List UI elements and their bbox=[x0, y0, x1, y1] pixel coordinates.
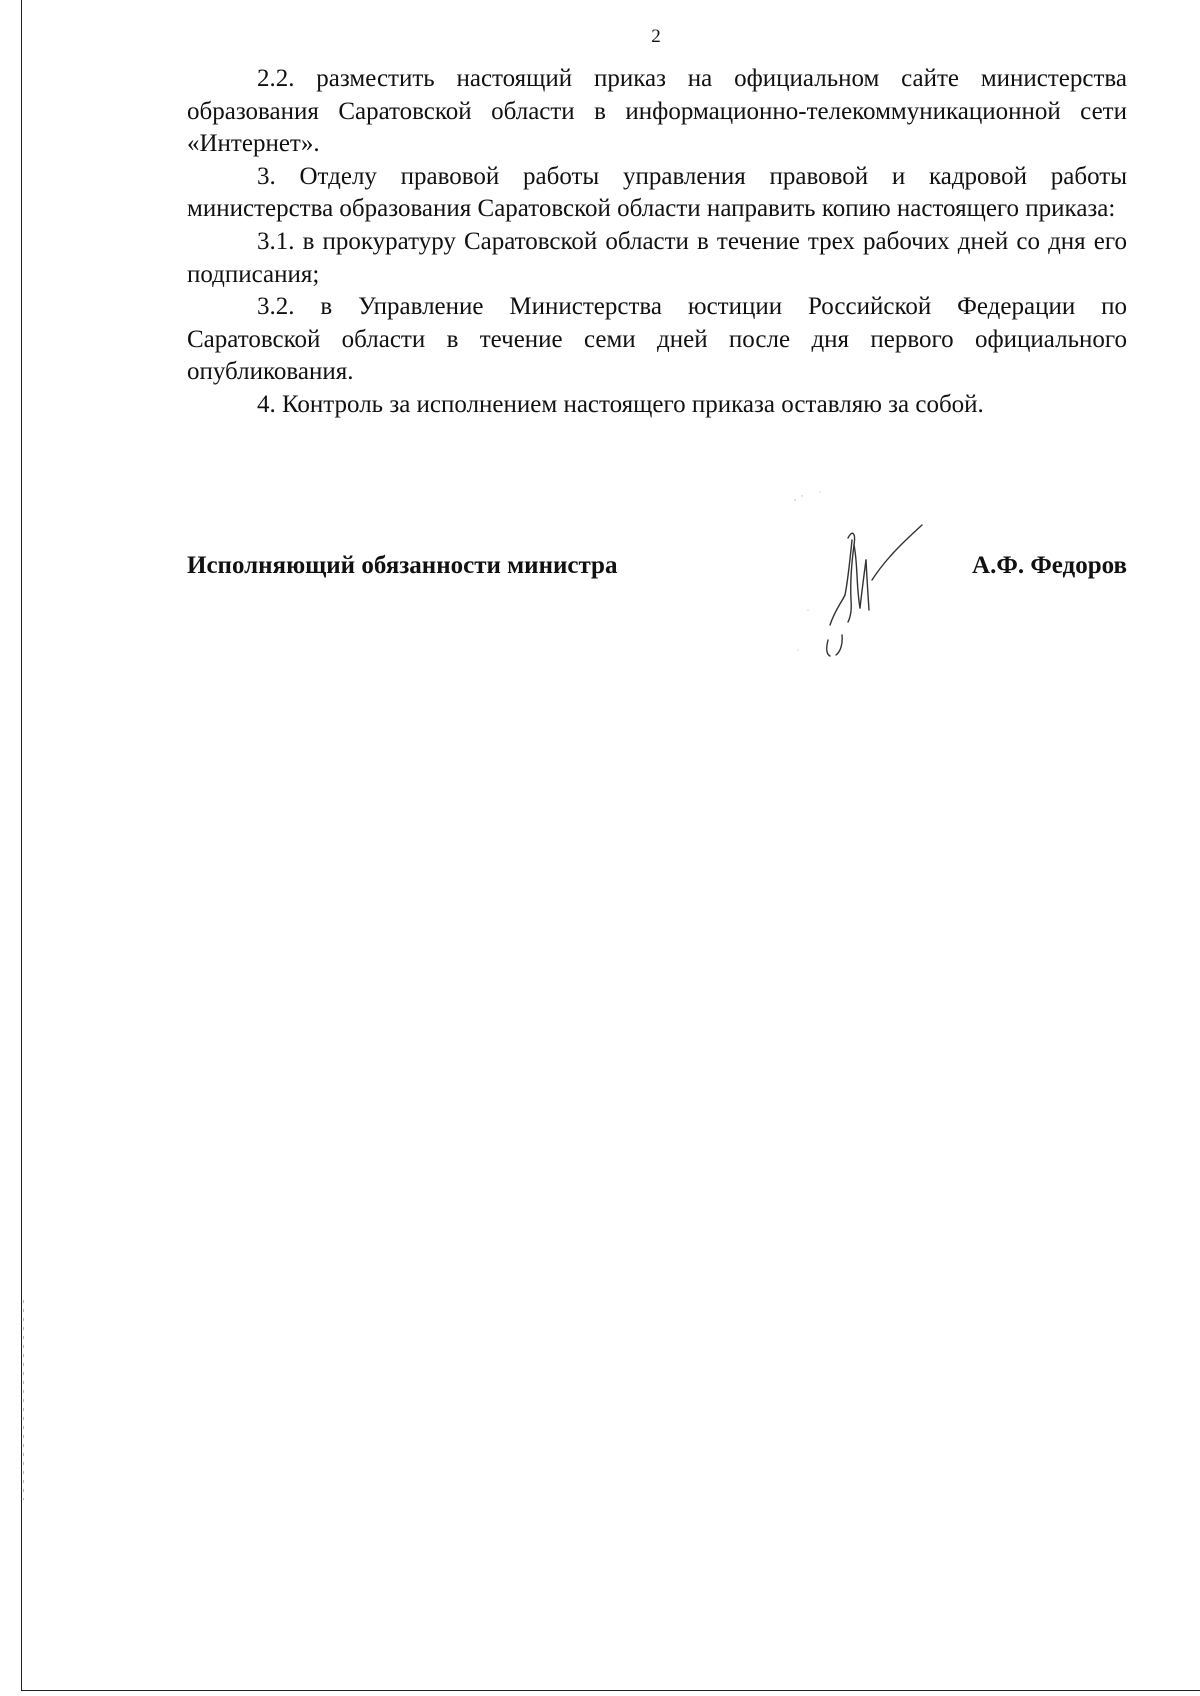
signature-block bbox=[187, 550, 1127, 590]
scan-left-edge-noise bbox=[23, 1300, 24, 1500]
scan-bottom-edge-line bbox=[21, 1690, 1200, 1691]
handwritten-signature-icon bbox=[790, 490, 940, 670]
paragraph-2-2: 2.2. разместить настоящий приказ на официальном сайте министерства образования Саратовской области в информационно-телекоммуникационной сети «Интернет». bbox=[187, 65, 1127, 158]
paragraph-3-2: 3.2. в Управление Министерства юстиции Российской Федерации по Саратовской области в течение семи дней после дня первого официального опубликования. bbox=[187, 293, 1127, 386]
paragraph-3: 3. Отделу правовой работы управления правовой и кадровой работы министерства образования Саратовской области направить копию настоящего приказа: bbox=[187, 162, 1127, 223]
paragraph-4: 4. Контроль за исполнением настоящего приказа оставляю за собой. bbox=[257, 390, 984, 418]
signer-title: Исполняющий обязанности министра bbox=[187, 552, 618, 579]
document-body bbox=[187, 63, 1127, 422]
paragraph-3-1: 3.1. в прокуратуру Саратовской области в течение трех рабочих дней со дня его подписания; bbox=[187, 227, 1127, 288]
scan-left-edge-line bbox=[21, 0, 22, 1690]
signer-name: А.Ф. Федоров bbox=[972, 552, 1127, 579]
page-number: 2 bbox=[651, 26, 661, 47]
